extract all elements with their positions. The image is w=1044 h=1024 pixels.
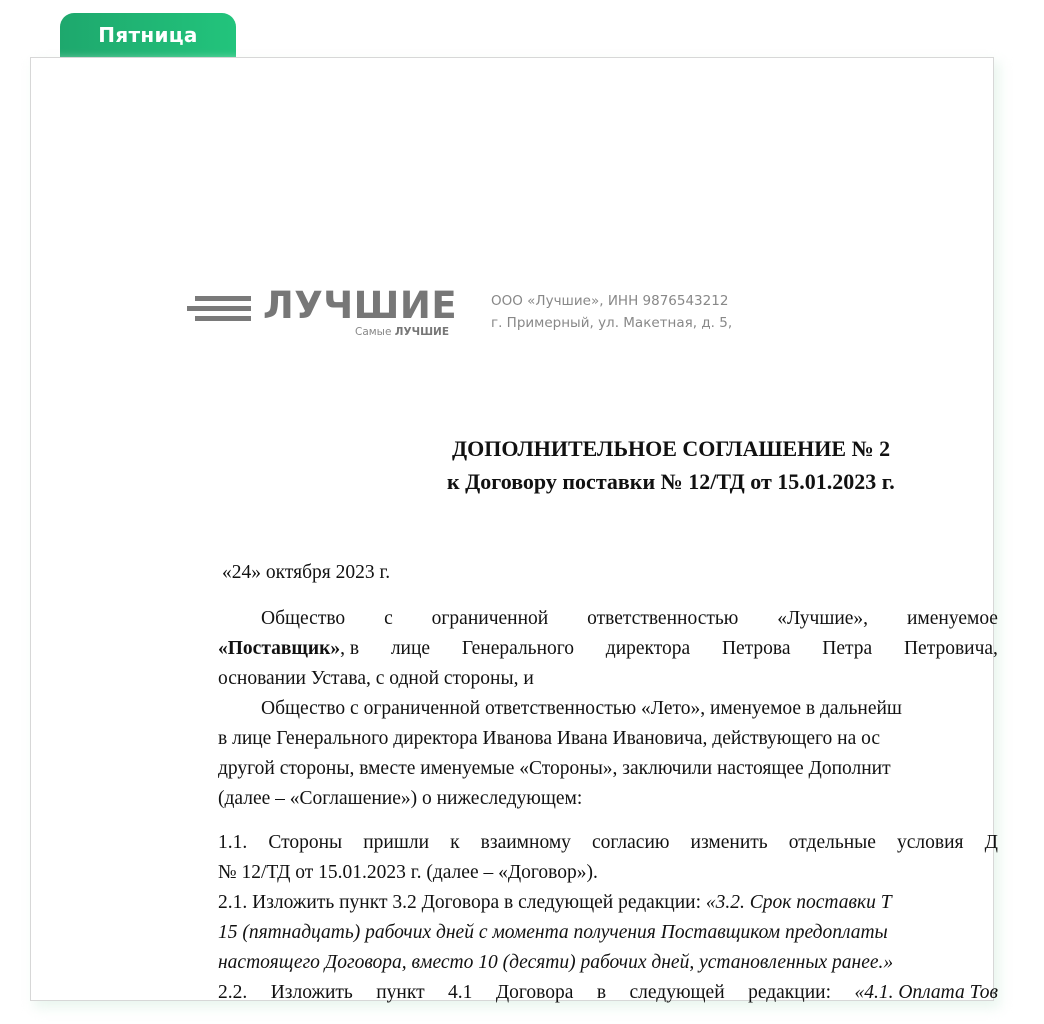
company-address: г. Примерный, ул. Макетная, д. 5,	[491, 315, 733, 331]
p2-line-1: Общество с ограниченной ответственностью «Лето», именуемое в дальнейш	[261, 698, 902, 719]
clause-1-1-line-1: 1.1. Стороны пришли к взаимному согласию изменить отдельные условия Д	[218, 832, 998, 853]
clause-2-1-line-3: настоящего Договора, вместо 10 (десяти) рабочих дней, установленных ранее.»	[218, 952, 894, 973]
clause-1-1-line-2: № 12/ТД от 15.01.2023 г. (далее – «Договор»).	[218, 862, 598, 883]
company-details	[491, 290, 732, 334]
logo-tagline: Самые ЛУЧШИЕ	[355, 326, 450, 338]
document-date: «24» октября 2023 г.	[222, 562, 391, 583]
document-sheet	[30, 57, 998, 1003]
document-title: ДОПОЛНИТЕЛЬНОЕ СОГЛАШЕНИЕ № 2	[452, 436, 891, 461]
p1-line-2: «Поставщик», в лице Генерального директора Петрова Петра Петровича,	[218, 638, 998, 659]
logo-wordmark: ЛУЧШИЕ	[263, 284, 458, 327]
p2-line-2: в лице Генерального директора Иванова Ивана Ивановича, действующего на ос	[218, 728, 880, 749]
company-inn: ООО «Лучшие», ИНН 9876543212	[491, 293, 729, 309]
company-logo	[187, 284, 459, 342]
document-subtitle: к Договору поставки № 12/ТД от 15.01.2023 г.	[447, 469, 895, 494]
p1-line-3: основании Устава, с одной стороны, и	[218, 668, 534, 689]
p2-line-4: (далее – «Соглашение») о нижеследующем:	[218, 788, 583, 809]
p2-line-3: другой стороны, вместе именуемые «Стороны», заключили настоящее Дополнит	[218, 758, 891, 779]
day-tag: Пятница	[60, 13, 236, 57]
p1-line-1: Общество с ограниченной ответственностью «Лучшие», именуемое	[261, 608, 998, 629]
clause-2-2-line-1: 2.2. Изложить пункт 4.1 Договора в следующей редакции: «4.1. Оплата Тов	[218, 982, 998, 1003]
clause-2-1-line-2: 15 (пятнадцать) рабочих дней с момента получения Поставщиком предоплаты	[218, 922, 888, 943]
clause-2-1-line-1: 2.1. Изложить пункт 3.2 Договора в следующей редакции: «3.2. Срок поставки Т	[218, 892, 892, 913]
